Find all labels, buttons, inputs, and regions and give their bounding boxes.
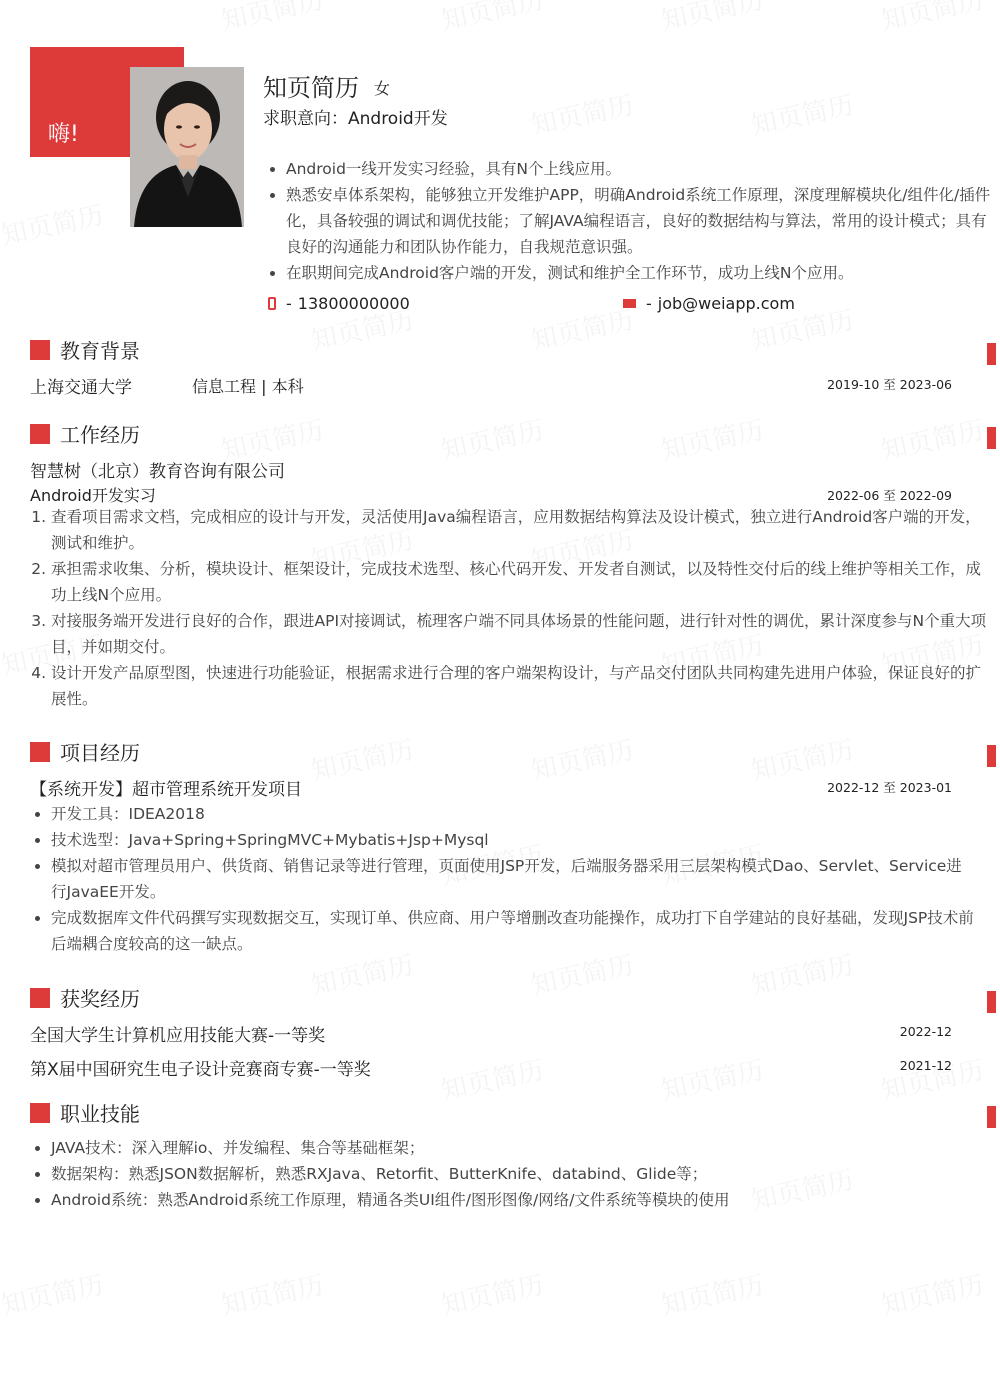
watermark bbox=[657, 0, 766, 37]
project-item: • 完成数据库文件代码撰写实现数据交互，实现订单、供应商、用户等增删改查功能操作，成功打下自学建站的良好基础，发现JSP技术前后端耦合度较高的这一缺点。 bbox=[51, 905, 975, 957]
work-role-row bbox=[30, 483, 976, 506]
award-row bbox=[30, 1021, 976, 1046]
side-marker bbox=[987, 427, 996, 449]
side-marker bbox=[987, 745, 996, 767]
skill-item: • 数据架构：熟悉JSON数据解析，熟悉RXJava、Retorfit、ButterKnife、databind、Glide等； bbox=[51, 1161, 981, 1187]
project-date: 2022-12 至 2023-01 bbox=[827, 780, 952, 795]
duty-item: 3. 对接服务端开发进行良好的合作，跟进API对接调试，梳理客户端不同具体场景的性能问题，进行针对性的调优，累计深度参与N个重大项目，并如期交付。 bbox=[51, 608, 989, 660]
section-title: 项目经历 bbox=[60, 741, 140, 765]
skill-item: • Android系统：熟悉Android系统工作原理，精通各类UI组件/图形图像/网络/文件系统等模块的使用 bbox=[51, 1187, 981, 1213]
phone-number: 13800000000 bbox=[297, 294, 410, 313]
greeting-text: 嗨! bbox=[48, 122, 79, 147]
candidate-gender: 女 bbox=[374, 79, 391, 98]
section-title: 获奖经历 bbox=[60, 987, 140, 1011]
school-name: 上海交通大学 bbox=[30, 378, 132, 398]
section-marker bbox=[30, 988, 50, 1008]
project-row bbox=[30, 775, 976, 800]
work-company-row bbox=[30, 457, 976, 482]
side-marker bbox=[987, 343, 996, 365]
section-marker bbox=[30, 742, 50, 762]
side-marker bbox=[987, 991, 996, 1013]
award-date: 2021-12 bbox=[899, 1058, 952, 1073]
duty-item: 1. 查看项目需求文档，完成相应的设计与开发，灵活使用Java编程语言，应用数据结构算法及设计模式，独立进行Android客户端的开发，测试和维护。 bbox=[51, 504, 989, 556]
watermark bbox=[0, 195, 107, 253]
section-education bbox=[30, 335, 140, 364]
award-date: 2022-12 bbox=[899, 1024, 952, 1039]
watermark bbox=[437, 0, 546, 37]
section-skills bbox=[30, 1098, 140, 1127]
watermark bbox=[747, 85, 856, 143]
work-date: 2022-06 至 2022-09 bbox=[827, 488, 952, 503]
duty-item: 2. 承担需求收集、分析，模块设计、框架设计，完成技术选型、核心代码开发、开发者自测试，以及特性交付后的线上维护等相关工作，成功上线N个应用。 bbox=[51, 556, 989, 608]
job-intent bbox=[263, 104, 448, 129]
job-role: Android开发实习 bbox=[30, 486, 156, 505]
summary-list bbox=[268, 156, 996, 286]
phone-contact bbox=[268, 294, 410, 313]
phone-icon bbox=[268, 297, 276, 310]
phone-separator: - bbox=[286, 294, 292, 313]
section-awards bbox=[30, 983, 140, 1012]
watermark bbox=[877, 0, 986, 37]
skills-list bbox=[34, 1135, 981, 1213]
project-item: • 模拟对超市管理员用户、供货商、销售记录等进行管理，页面使用JSP开发，后端服务器采用三层架构模式Dao、Servlet、Service进行JavaEE开发。 bbox=[51, 853, 975, 905]
skill-item: • JAVA技术：深入理解io、并发编程、集合等基础框架； bbox=[51, 1135, 981, 1161]
section-title: 职业技能 bbox=[60, 1102, 140, 1126]
watermark bbox=[527, 85, 636, 143]
watermark bbox=[217, 1265, 326, 1323]
watermark bbox=[527, 300, 636, 358]
section-projects bbox=[30, 737, 140, 766]
duties-list bbox=[30, 504, 989, 712]
section-title: 工作经历 bbox=[60, 423, 140, 447]
section-marker bbox=[30, 340, 50, 360]
summary-item: • Android一线开发实习经验，具有N个上线应用。 bbox=[286, 156, 996, 182]
project-item: • 技术选型：Java+Spring+SpringMVC+Mybatis+Jsp+Mysql bbox=[51, 827, 975, 853]
section-marker bbox=[30, 424, 50, 444]
award-name: 第X届中国研究生电子设计竞赛商专赛-一等奖 bbox=[30, 1060, 371, 1080]
watermark bbox=[657, 1265, 766, 1323]
job-intent-label: 求职意向： bbox=[263, 109, 348, 129]
section-title: 教育背景 bbox=[60, 339, 140, 363]
email-contact bbox=[623, 294, 795, 313]
watermark bbox=[0, 1265, 107, 1323]
watermark bbox=[217, 0, 326, 37]
summary-item: • 在职期间完成Android客户端的开发，测试和维护全工作环节，成功上线N个应用。 bbox=[286, 260, 996, 286]
project-item: • 开发工具：IDEA2018 bbox=[51, 801, 975, 827]
award-name: 全国大学生计算机应用技能大赛-一等奖 bbox=[30, 1026, 326, 1046]
summary-item: • 熟悉安卓体系架构，能够独立开发维护APP，明确Android系统工作原理，深度理解模块化/组件化/插件化，具备较强的调试和调优技能；了解JAVA编程语言，良好的数据结构与算法，常用的设计模式；具有良好的沟通能力和团队协作能力，自我规范意识强。 bbox=[286, 182, 996, 260]
watermark bbox=[877, 1265, 986, 1323]
major-degree: 信息工程 | 本科 bbox=[192, 377, 304, 396]
award-row bbox=[30, 1055, 976, 1080]
job-intent-value: Android开发 bbox=[348, 109, 448, 129]
company-name: 智慧树（北京）教育咨询有限公司 bbox=[30, 462, 285, 482]
education-date: 2019-10 至 2023-06 bbox=[827, 377, 952, 392]
candidate-name: 知页简历 bbox=[263, 74, 359, 102]
section-marker bbox=[30, 1103, 50, 1123]
email-address: job@weiapp.com bbox=[657, 294, 795, 313]
profile-photo bbox=[130, 67, 244, 227]
project-name: 【系统开发】超市管理系统开发项目 bbox=[30, 780, 302, 800]
duty-item: 4. 设计开发产品原型图，快速进行功能验证，根据需求进行合理的客户端架构设计，与产品交付团队共同构建先进用户体验，保证良好的扩展性。 bbox=[51, 660, 989, 712]
section-work bbox=[30, 419, 140, 448]
email-separator: - bbox=[646, 294, 652, 313]
side-marker bbox=[987, 1106, 996, 1128]
project-list bbox=[34, 801, 975, 957]
watermark bbox=[437, 1265, 546, 1323]
mail-icon bbox=[623, 299, 636, 308]
